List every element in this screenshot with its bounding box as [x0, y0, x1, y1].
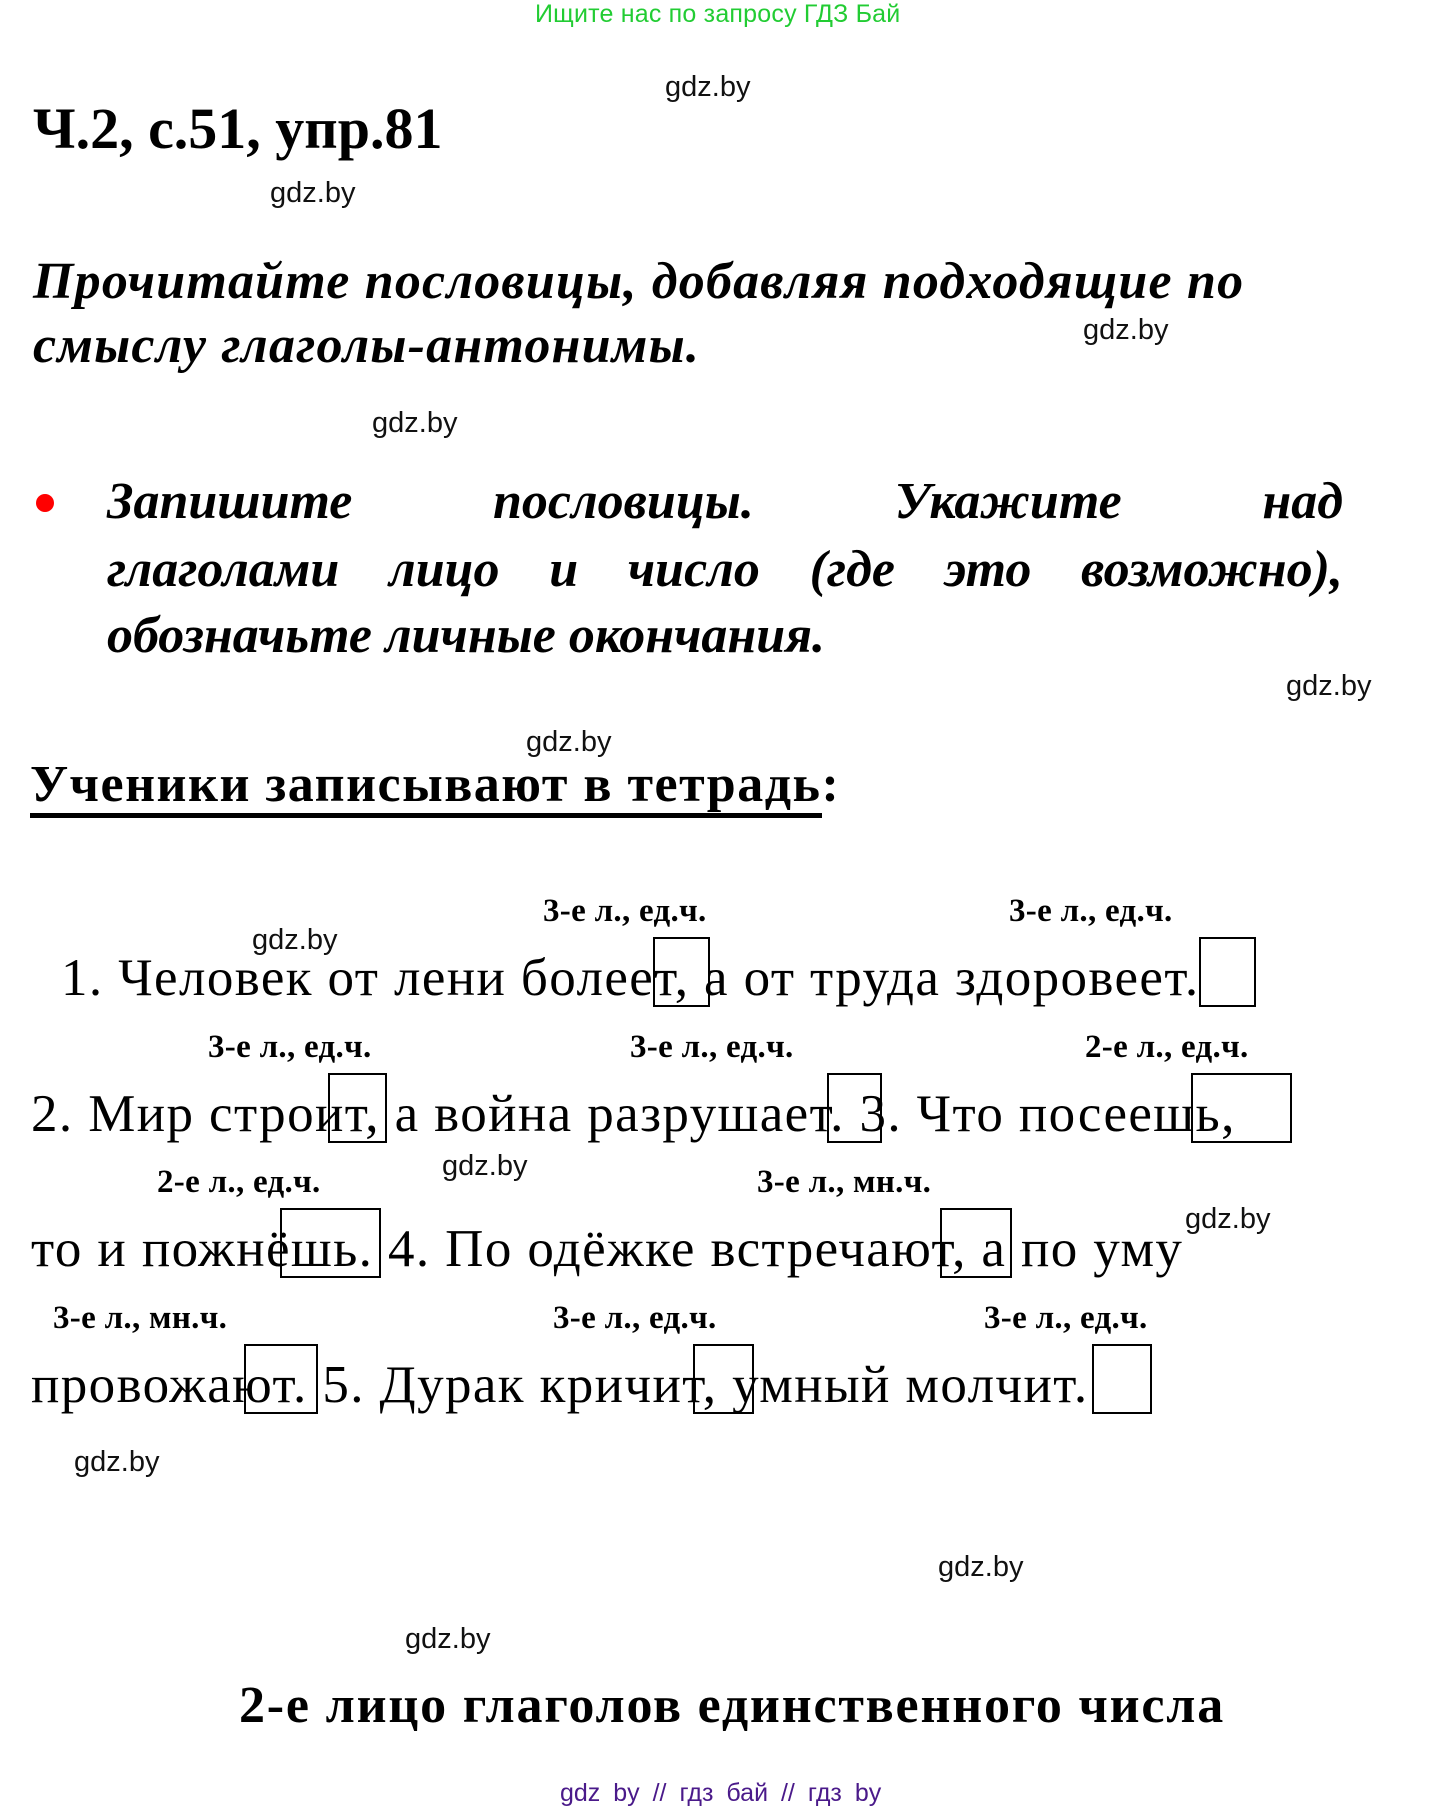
watermark: gdz.by	[1083, 314, 1169, 346]
watermark: gdz.by	[252, 924, 338, 956]
task-line-1	[107, 468, 1343, 536]
watermark: gdz.by	[526, 726, 612, 758]
task-word: пословицы.	[493, 473, 754, 530]
ending-box	[827, 1073, 882, 1143]
task-line-3: обозначьте личные окончания.	[107, 607, 825, 664]
watermark: gdz.by	[442, 1150, 528, 1182]
grammar-label: 3-е л., мн.ч.	[757, 1164, 932, 1200]
task-word: лицо	[389, 541, 500, 598]
students-heading-text: Ученики записывают в тетрадь	[30, 756, 822, 818]
grammar-label: 3-е л., ед.ч.	[630, 1029, 794, 1065]
grammar-label: 2-е л., ед.ч.	[157, 1164, 321, 1200]
task-word: Запишите	[107, 473, 353, 530]
exercise-title: Ч.2, с.51, упр.81	[33, 96, 443, 161]
watermark: gdz.by	[74, 1446, 160, 1478]
watermark: gdz.by	[938, 1551, 1024, 1583]
grammar-label: 3-е л., ед.ч.	[984, 1300, 1148, 1336]
grammar-label: 3-е л., мн.ч.	[53, 1300, 228, 1336]
watermark: gdz.by	[665, 71, 751, 103]
task-word: и	[549, 541, 579, 598]
task-word: (где	[809, 541, 895, 598]
task-word: число	[627, 541, 760, 598]
task-word: над	[1262, 473, 1343, 530]
task-word: это	[944, 541, 1032, 598]
ending-box	[280, 1208, 381, 1278]
task-line-2	[107, 536, 1343, 604]
watermark: gdz.by	[1286, 670, 1372, 702]
bullet-icon	[36, 494, 54, 512]
grammar-label: 3-е л., ед.ч.	[543, 893, 707, 929]
ending-box	[328, 1073, 387, 1143]
grammar-label: 2-е л., ед.ч.	[1085, 1029, 1249, 1065]
watermark: gdz.by	[372, 407, 458, 439]
ending-box	[1199, 937, 1256, 1007]
proverb-line-4: провожают. 5. Дурак кричит, умный молчит.	[31, 1356, 1089, 1414]
ending-box	[1092, 1344, 1152, 1414]
footer-links[interactable]: gdz by // гдз бай // гдз by	[560, 1779, 882, 1807]
ending-box	[1191, 1073, 1292, 1143]
task-word: глаголами	[107, 541, 340, 598]
proverb-line-2: 2. Мир строит, а война разрушает. 3. Что посеешь,	[31, 1085, 1236, 1143]
proverb-line-1: 1. Человек от лени болеет, а от труда здоровеет.	[61, 949, 1200, 1007]
section-heading: 2-е лицо глаголов единственного числа	[239, 1677, 1226, 1734]
proverb-line-3: то и пожнёшь. 4. По одёжке встречают, а по уму	[31, 1220, 1184, 1278]
task-word: Укажите	[894, 473, 1122, 530]
students-heading	[30, 755, 840, 815]
instruction-line-1: Прочитайте пословицы, добавляя подходящие по	[33, 253, 1245, 310]
promo-banner[interactable]: Ищите нас по запросу ГДЗ Бай	[535, 0, 901, 28]
grammar-label: 3-е л., ед.ч.	[553, 1300, 717, 1336]
instruction-line-2: смыслу глаголы-антонимы.	[33, 317, 701, 374]
ending-box	[653, 937, 710, 1007]
ending-box	[693, 1344, 754, 1414]
students-heading-colon: :	[821, 756, 841, 813]
grammar-label: 3-е л., ед.ч.	[208, 1029, 372, 1065]
grammar-label: 3-е л., ед.ч.	[1009, 893, 1173, 929]
watermark: gdz.by	[1185, 1203, 1271, 1235]
task-word: возможно),	[1081, 541, 1343, 598]
watermark: gdz.by	[405, 1623, 491, 1655]
watermark: gdz.by	[270, 177, 356, 209]
ending-box	[244, 1344, 318, 1414]
ending-box	[940, 1208, 1012, 1278]
